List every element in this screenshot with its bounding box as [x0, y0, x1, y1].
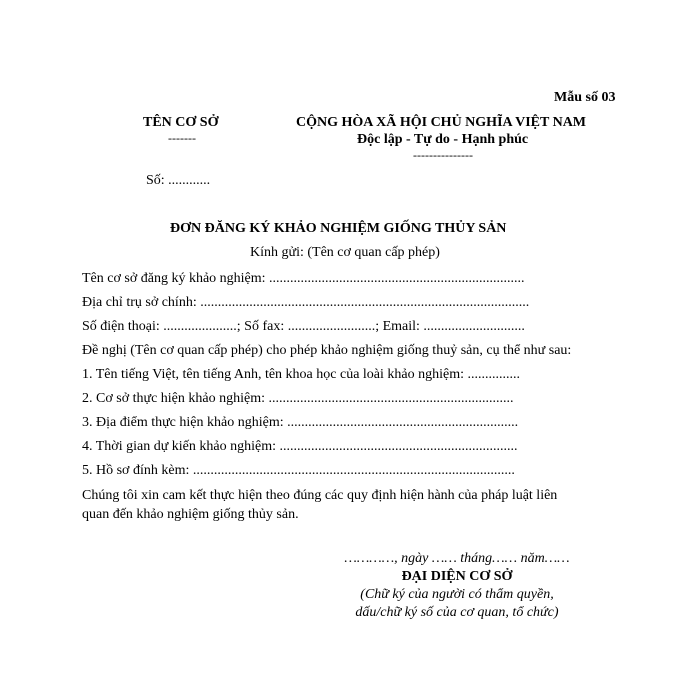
field-contact-info: Số điện thoại: .....................; Số fax: .........................; Email: ............................. — [82, 319, 525, 334]
country-heading: CỘNG HÒA XÃ HỘI CHỦ NGHĨA VIỆT NAM — [296, 115, 587, 130]
field-species-names: 1. Tên tiếng Việt, tên tiếng Anh, tên khoa học của loài khảo nghiệm: ............... — [82, 367, 520, 382]
field-expected-duration: 4. Thời gian dự kiến khảo nghiệm: .................................................................... — [82, 439, 518, 454]
field-head-office-address: Địa chỉ trụ sở chính: .............................................................................................. — [82, 295, 530, 310]
signature-title: ĐẠI DIỆN CƠ SỞ — [401, 569, 513, 584]
signature-note-line1: (Chữ ký của người có thẩm quyền, — [360, 587, 554, 602]
org-name: TÊN CƠ SỞ — [143, 115, 219, 130]
form-number: Mẫu số 03 — [554, 90, 616, 105]
request-statement: Đề nghị (Tên cơ quan cấp phép) cho phép khảo nghiệm giống thuỷ sản, cụ thể như sau: — [82, 343, 572, 358]
field-registrant-name: Tên cơ sở đăng ký khảo nghiệm: ......................................................................... — [82, 271, 525, 286]
form-title: ĐƠN ĐĂNG KÝ KHẢO NGHIỆM GIỐNG THỦY SẢN — [170, 221, 507, 236]
motto: Độc lập - Tự do - Hạnh phúc — [357, 132, 529, 147]
org-name-rule: ------- — [168, 131, 196, 145]
signature-note-line2: dấu/chữ ký số của cơ quan, tổ chức) — [355, 605, 559, 620]
field-testing-location: 3. Địa điểm thực hiện khảo nghiệm: .................................................................. — [82, 415, 519, 430]
field-testing-facility: 2. Cơ sở thực hiện khảo nghiệm: ...................................................................... — [82, 391, 514, 406]
recipient-line: Kính gửi: (Tên cơ quan cấp phép) — [250, 245, 440, 260]
form-fields — [82, 270, 582, 486]
signature-date: …………, ngày …… tháng…… năm…… — [344, 551, 570, 566]
commitment-paragraph: Chúng tôi xin cam kết thực hiện theo đúng các quy định hiện hành của pháp luật liên quan đến khảo nghiệm giống thủy sản. — [82, 488, 558, 522]
signature-block — [332, 550, 582, 622]
field-attachments: 5. Hồ sơ đính kèm: ............................................................................................ — [82, 463, 515, 478]
motto-rule: --------------- — [413, 148, 473, 162]
document-number: Số: ............ — [146, 173, 211, 188]
